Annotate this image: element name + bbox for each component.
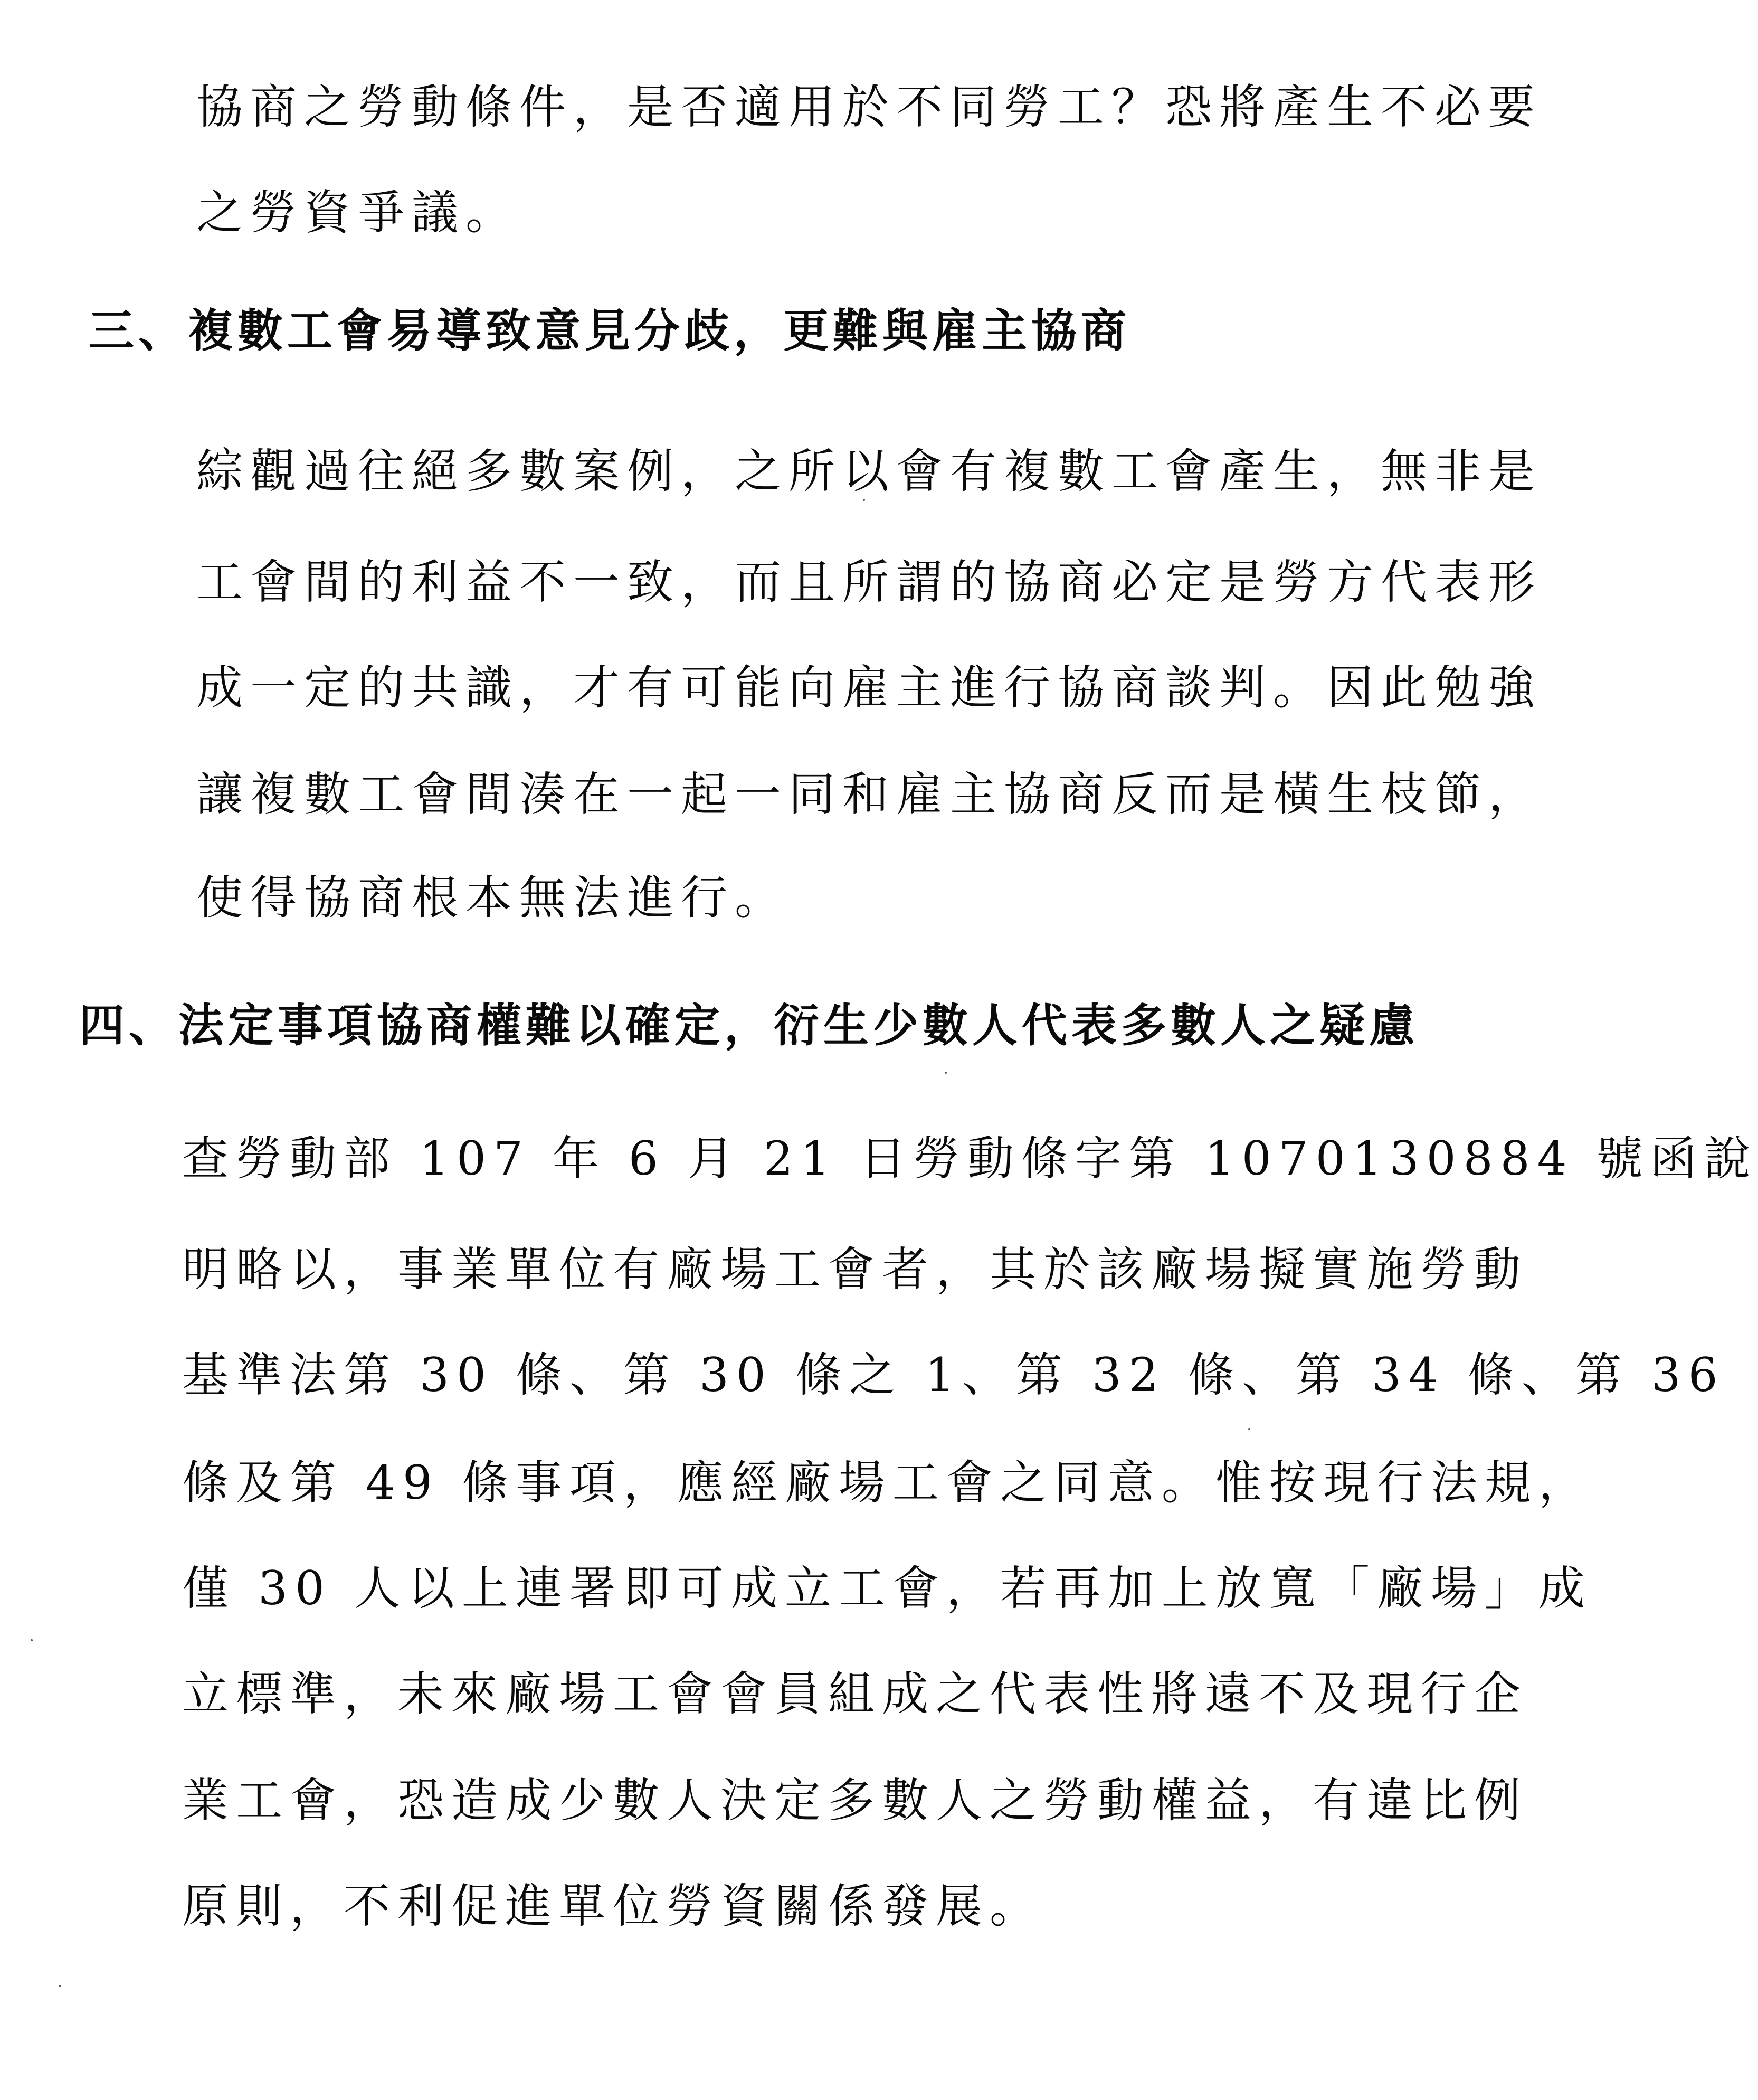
scan-speck bbox=[1248, 1428, 1250, 1430]
section-3-line-3: 成一定的共識，才有可能向雇主進行協商談判。因此勉強 bbox=[196, 660, 1543, 715]
scan-speck bbox=[863, 499, 865, 501]
intro-line-1: 協商之勞動條件，是否適用於不同勞工？恐將產生不必要 bbox=[196, 80, 1543, 134]
section-3-heading: 三、複數工會易導致意見分歧，更難與雇主協商 bbox=[89, 305, 1130, 357]
scan-speck bbox=[59, 1985, 61, 1987]
section-4-heading: 四、法定事項協商權難以確定，衍生少數人代表多數人之疑慮 bbox=[79, 999, 1419, 1052]
section-4-line-2: 明略以，事業單位有廠場工會者，其於該廠場擬實施勞動 bbox=[182, 1242, 1528, 1297]
section-3-line-4: 讓複數工會間湊在一起一同和雇主協商反而是橫生枝節， bbox=[196, 767, 1543, 821]
section-4-line-4: 條及第 49 條事項，應經廠場工會之同意。惟按現行法規， bbox=[182, 1455, 1592, 1510]
intro-line-2: 之勞資爭議。 bbox=[196, 185, 520, 240]
scan-speck bbox=[31, 1639, 33, 1641]
section-4-line-8: 原則，不利促進單位勞資關係發展。 bbox=[182, 1879, 1044, 1933]
section-3-line-5: 使得協商根本無法進行。 bbox=[196, 871, 789, 925]
scan-speck bbox=[945, 1072, 947, 1074]
section-4-line-5: 僅 30 人以上連署即可成立工會，若再加上放寬「廠場」成 bbox=[182, 1561, 1592, 1615]
section-3-line-2: 工會間的利益不一致，而且所謂的協商必定是勞方代表形 bbox=[196, 555, 1543, 609]
section-4-line-6: 立標準，未來廠場工會會員組成之代表性將遠不及現行企 bbox=[182, 1667, 1528, 1721]
section-4-line-3: 基準法第 30 條、第 30 條之 1、第 32 條、第 34 條、第 36 bbox=[182, 1348, 1725, 1402]
section-4-line-1: 查勞動部 107 年 6 月 21 日勞動條字第 1070130884 號函說 bbox=[182, 1131, 1758, 1186]
section-4-line-7: 業工會，恐造成少數人決定多數人之勞動權益，有違比例 bbox=[182, 1773, 1528, 1828]
section-3-line-1: 綜觀過往絕多數案例，之所以會有複數工會產生，無非是 bbox=[196, 444, 1543, 498]
